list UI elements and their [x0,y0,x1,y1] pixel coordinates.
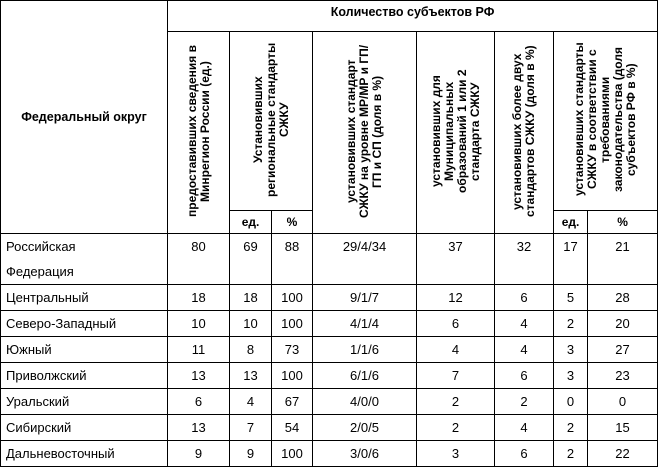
table-cell: 15 [588,415,658,441]
table-cell: 100 [272,441,313,467]
col-header-provided: предоставивших сведения в Минрегион России (ед.) [168,32,230,234]
table-cell: 32 [495,234,554,285]
table-cell: 8 [230,337,272,363]
col-header-one-or-two: установивших для Муниципальных образований 1 или 2 стандарта СЖКУ [417,32,495,234]
table-cell: 2/0/5 [313,415,417,441]
table-row [1,415,658,441]
table-cell: 18 [230,285,272,311]
col-header-regional-standards: Установивших региональные стандарты СЖКУ [230,32,313,211]
table-cell: 4 [495,415,554,441]
table-cell: 13 [230,363,272,389]
corner-header: Федеральный округ [1,1,168,234]
district-name: Российская Федерация [1,234,168,285]
table-cell: 100 [272,285,313,311]
table-cell: 2 [495,389,554,415]
district-name: Дальневосточный [1,441,168,467]
table-cell: 7 [230,415,272,441]
table-cell: 4/1/4 [313,311,417,337]
table-cell: 11 [168,337,230,363]
table-cell: 100 [272,363,313,389]
table-cell: 2 [554,415,588,441]
table-cell: 10 [168,311,230,337]
top-header: Количество субъектов РФ [168,1,658,32]
table-cell: 6 [495,363,554,389]
unit-ed: ед. [554,211,588,234]
table-cell: 6 [495,285,554,311]
table-cell: 4 [495,311,554,337]
table-cell: 3/0/6 [313,441,417,467]
table-cell: 100 [272,311,313,337]
table-cell: 37 [417,234,495,285]
table-cell: 0 [554,389,588,415]
table-cell: 9 [168,441,230,467]
district-name: Южный [1,337,168,363]
table-cell: 2 [417,415,495,441]
table-cell: 18 [168,285,230,311]
table-cell: 20 [588,311,658,337]
table-cell: 4 [230,389,272,415]
table-cell: 17 [554,234,588,285]
table-cell: 6/1/6 [313,363,417,389]
table-cell: 7 [417,363,495,389]
table-cell: 3 [554,337,588,363]
table-cell: 10 [230,311,272,337]
table-row [1,389,658,415]
table-row [1,234,658,285]
table-cell: 4 [417,337,495,363]
district-name: Северо-Западный [1,311,168,337]
table-cell: 4/0/0 [313,389,417,415]
table-cell: 9 [230,441,272,467]
unit-pct: % [588,211,658,234]
table-row [1,285,658,311]
table-cell: 6 [168,389,230,415]
table-cell: 2 [554,311,588,337]
table-cell: 1/1/6 [313,337,417,363]
table-cell: 2 [417,389,495,415]
table-cell: 0 [588,389,658,415]
table-cell: 23 [588,363,658,389]
table-cell: 69 [230,234,272,285]
col-header-more-than-two: установивших более двух стандартов СЖКУ (доля в %) [495,32,554,234]
table-cell: 3 [554,363,588,389]
table-cell: 3 [417,441,495,467]
table-cell: 80 [168,234,230,285]
table-cell: 73 [272,337,313,363]
table-cell: 6 [417,311,495,337]
table-cell: 5 [554,285,588,311]
table-row [1,337,658,363]
table-cell: 12 [417,285,495,311]
table-cell: 88 [272,234,313,285]
table-cell: 2 [554,441,588,467]
table-row [1,311,658,337]
table-cell: 13 [168,363,230,389]
table-cell: 9/1/7 [313,285,417,311]
col-header-legislation: установивших стандарты СЖКУ в соответствии с требованиями законодательства (доля субъектов РФ в %) [554,32,658,211]
table-cell: 67 [272,389,313,415]
col-header-mr-gp-sp: установивших стандарт СЖКУ на уровне МР/МР и ГП/ГП и СП (доля в %) [313,32,417,234]
table-cell: 27 [588,337,658,363]
district-name: Приволжский [1,363,168,389]
table-cell: 29/4/34 [313,234,417,285]
district-name: Сибирский [1,415,168,441]
table-cell: 54 [272,415,313,441]
table-cell: 22 [588,441,658,467]
table-cell: 28 [588,285,658,311]
district-name: Уральский [1,389,168,415]
table-cell: 6 [495,441,554,467]
table-row [1,363,658,389]
table-cell: 4 [495,337,554,363]
district-name: Центральный [1,285,168,311]
unit-pct: % [272,211,313,234]
table-cell: 13 [168,415,230,441]
unit-ed: ед. [230,211,272,234]
table-cell: 21 [588,234,658,285]
